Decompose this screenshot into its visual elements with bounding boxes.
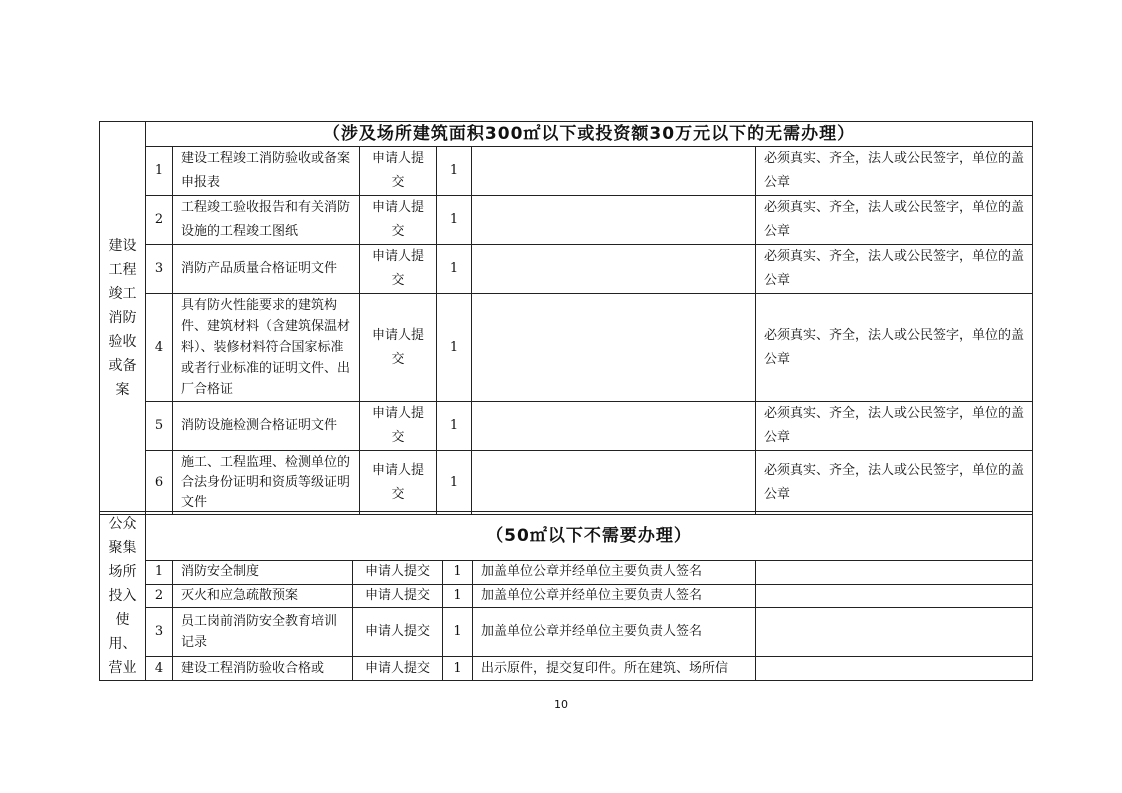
row-number: 3 — [146, 245, 173, 294]
document-name: 消防产品质量合格证明文件 — [173, 245, 360, 294]
document-count: 1 — [443, 561, 473, 585]
table-row — [100, 294, 1033, 402]
document-spec — [472, 245, 756, 294]
table-row — [100, 196, 1033, 245]
document-count: 1 — [437, 451, 472, 515]
document-note — [756, 584, 1033, 608]
row-number: 4 — [146, 657, 173, 681]
source-label: 申请人提交 — [371, 200, 424, 239]
table-row — [100, 561, 1033, 585]
table-row — [100, 245, 1033, 294]
document-note — [756, 561, 1033, 585]
row-number: 2 — [146, 584, 173, 608]
section1-banner: （涉及场所建筑面积300㎡以下或投资额30万元以下的无需办理） — [146, 122, 1033, 147]
section2-table — [99, 511, 1033, 681]
document-source — [360, 196, 437, 245]
document-count: 1 — [443, 608, 473, 657]
document-count: 1 — [437, 196, 472, 245]
row-number: 1 — [146, 561, 173, 585]
document-spec: 加盖单位公章并经单位主要负责人签名 — [473, 561, 756, 585]
document-source: 申请人提交 — [353, 584, 443, 608]
document-note: 必须真实、齐全，法人或公民签字，单位的盖公章 — [756, 451, 1033, 515]
document-spec — [472, 196, 756, 245]
document-spec — [472, 294, 756, 402]
section2-category — [100, 512, 146, 681]
document-note — [756, 608, 1033, 657]
document-note — [756, 657, 1033, 681]
table-row — [100, 584, 1033, 608]
document-spec — [472, 402, 756, 451]
document-count: 1 — [437, 147, 472, 196]
document-name: 建设工程消防验收合格或 — [173, 657, 353, 681]
document-note: 必须真实、齐全，法人或公民签字，单位的盖公章 — [756, 245, 1033, 294]
document-spec — [472, 451, 756, 515]
document-spec: 加盖单位公章并经单位主要负责人签名 — [473, 608, 756, 657]
source-label: 申请人提交 — [371, 462, 424, 502]
row-number: 4 — [146, 294, 173, 402]
document-name: 消防安全制度 — [173, 561, 353, 585]
document-spec: 出示原件，提交复印件。所在建筑、场所信 — [473, 657, 756, 681]
document-source — [360, 294, 437, 402]
document-source: 申请人提交 — [353, 608, 443, 657]
document-count: 1 — [437, 402, 472, 451]
document-note: 必须真实、齐全，法人或公民签字，单位的盖公章 — [756, 196, 1033, 245]
document-name: 员工岗前消防安全教育培训记录 — [173, 608, 353, 657]
section2-category-label: 公众聚集场所投入使用、营业 — [108, 516, 137, 676]
section1-category-label: 建设工程竣工消防验收或备案 — [108, 238, 137, 398]
document-note: 必须真实、齐全，法人或公民签字，单位的盖公章 — [756, 294, 1033, 402]
document-spec — [472, 147, 756, 196]
table-row — [100, 657, 1033, 681]
document-spec: 加盖单位公章并经单位主要负责人签名 — [473, 584, 756, 608]
table-row — [100, 402, 1033, 451]
section1-category — [100, 122, 146, 515]
document-source — [360, 147, 437, 196]
document-source — [360, 245, 437, 294]
source-label: 申请人提交 — [371, 151, 424, 190]
row-number: 3 — [146, 608, 173, 657]
row-number: 5 — [146, 402, 173, 451]
section1-table — [99, 121, 1033, 515]
document-note: 必须真实、齐全，法人或公民签字，单位的盖公章 — [756, 147, 1033, 196]
document-name: 施工、工程监理、检测单位的合法身份证明和资质等级证明文件 — [173, 451, 360, 515]
document-note: 必须真实、齐全，法人或公民签字，单位的盖公章 — [756, 402, 1033, 451]
source-label: 申请人提交 — [371, 406, 424, 445]
document-count: 1 — [443, 657, 473, 681]
source-label: 申请人提交 — [371, 327, 424, 367]
document-name: 具有防火性能要求的建筑构件、建筑材料（含建筑保温材料）、装修材料符合国家标准或者行业标准的证明文件、出厂合格证 — [173, 294, 360, 402]
document-name: 建设工程竣工消防验收或备案申报表 — [173, 147, 360, 196]
row-number: 6 — [146, 451, 173, 515]
document-name: 工程竣工验收报告和有关消防设施的工程竣工图纸 — [173, 196, 360, 245]
page-number: 10 — [554, 698, 568, 711]
table-row — [100, 147, 1033, 196]
document-count: 1 — [437, 245, 472, 294]
section2-banner: （50㎡以下不需要办理） — [146, 512, 1033, 561]
table-row — [100, 608, 1033, 657]
document-source: 申请人提交 — [353, 657, 443, 681]
document-source: 申请人提交 — [353, 561, 443, 585]
row-number: 2 — [146, 196, 173, 245]
document-name: 灭火和应急疏散预案 — [173, 584, 353, 608]
table-row — [100, 451, 1033, 515]
document-count: 1 — [437, 294, 472, 402]
row-number: 1 — [146, 147, 173, 196]
document-name: 消防设施检测合格证明文件 — [173, 402, 360, 451]
document-count: 1 — [443, 584, 473, 608]
document-source — [360, 451, 437, 515]
source-label: 申请人提交 — [371, 249, 424, 288]
document-source — [360, 402, 437, 451]
